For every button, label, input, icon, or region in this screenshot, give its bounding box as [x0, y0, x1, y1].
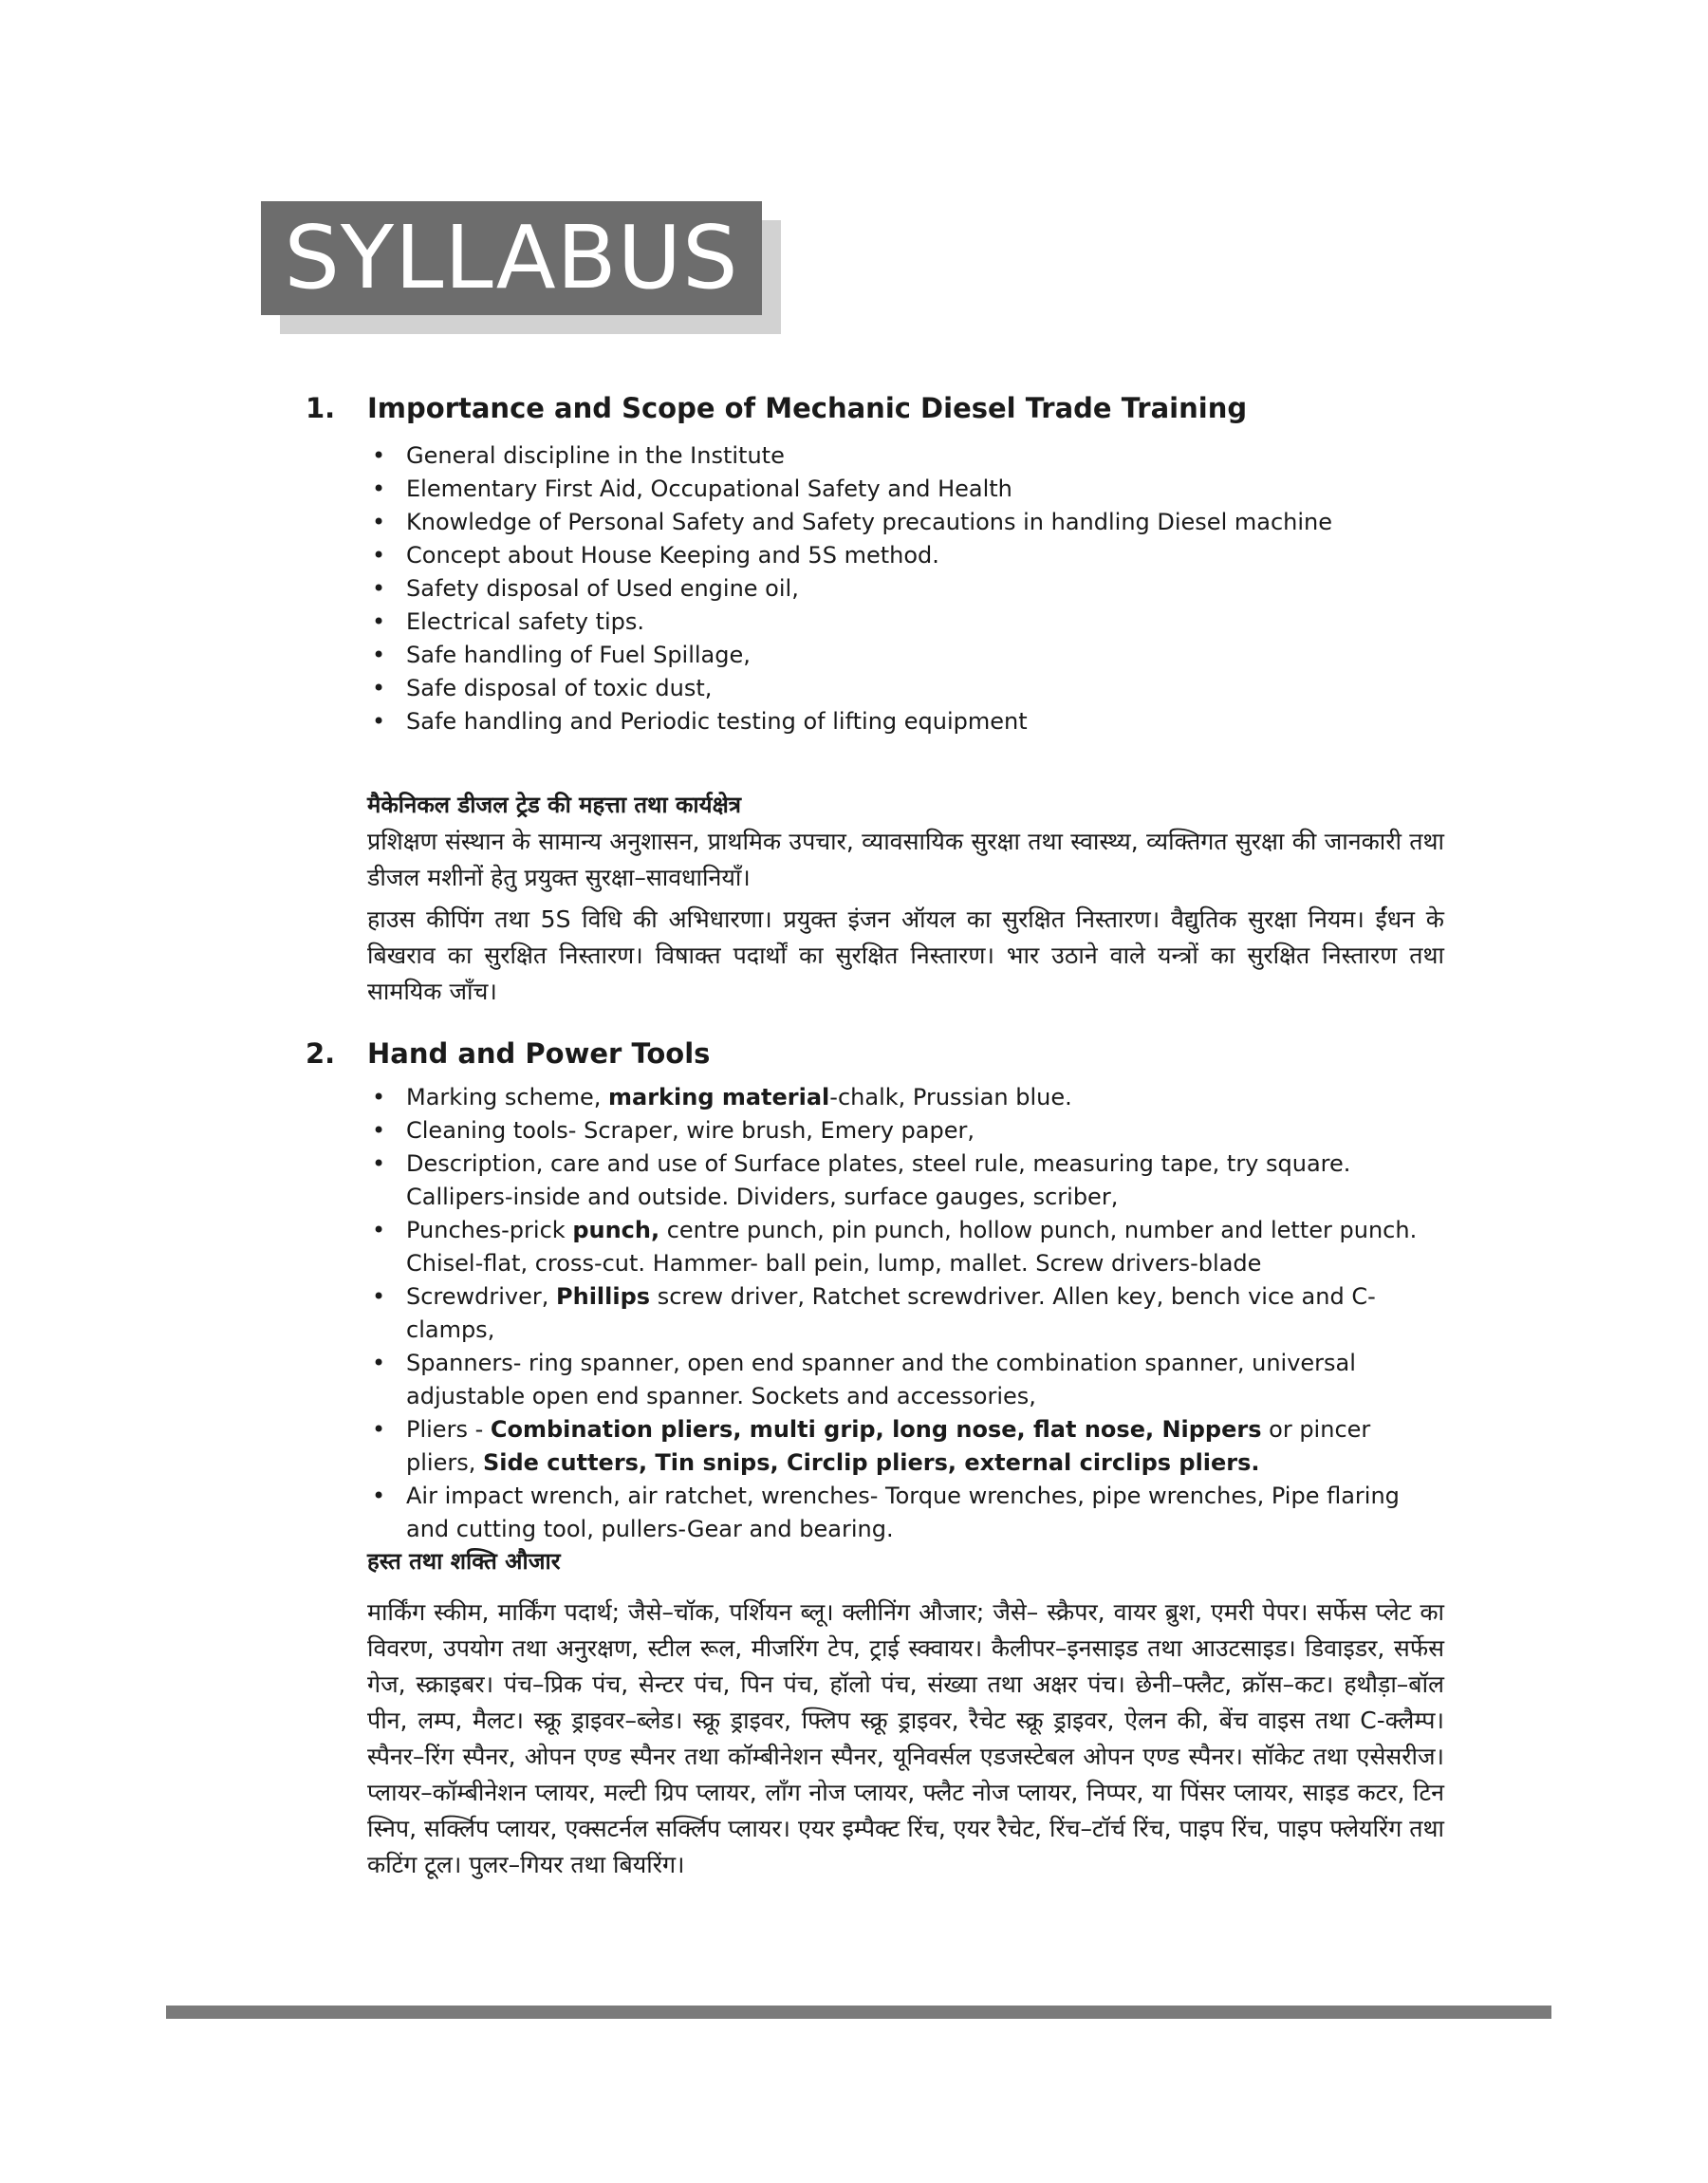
list-item: • General discipline in the Institute: [372, 442, 785, 469]
list-item: • Safe handling and Periodic testing of lifting equipment: [372, 708, 1028, 735]
hindi-heading: मैकेनिकल डीजल ट्रेड की महत्ता तथा कार्यक्षेत्र: [367, 792, 742, 818]
hindi-paragraph: मार्किंग स्कीम, मार्किंग पदार्थ; जैसे–चॉक, पर्शियन ब्लू। क्लीनिंग औजार; जैसे– स्क्रैपर, वायर ब्रुश, एमरी पेपर। सर्फेस प्लेट का विवरण, उपयोग तथा अनुरक्षण, स्टील रूल, मीजरिंग टेप, ट्राई स्क्वायर। कैलीपर–इनसाइड तथा आउटसाइड। डिवाइडर, सर्फेस गेज, स्क्राइबर। पंच–प्रिक पंच, सेन्टर पंच, पिन पंच, हॉलो पंच, संख्या तथा अक्षर पंच। छेनी–फ्लैट, क्रॉस–कट। हथौड़ा–बॉल पीन, लम्प, मैलट। स्क्रू ड्राइवर–ब्लेड। स्क्रू ड्राइवर, फ्लिप स्क्रू ड्राइवर, रैचेट स्क्रू ड्राइवर, ऐलन की, बेंच वाइस तथा C-क्लैम्प। स्पैनर–रिंग स्पैनर, ओपन एण्ड स्पैनर तथा कॉम्बीनेशन स्पैनर, यूनिवर्सल एडजस्टेबल ओपन एण्ड स्पैनर। सॉकेट तथा एसेसरीज। प्लायर–कॉम्बीनेशन प्लायर, मल्टी ग्रिप प्लायर, लॉंग नोज प्लायर, फ्लैट नोज प्लायर, निप्पर, या पिंसर प्लायर, साइड कटर, टिन स्निप, सर्क्लिप प्लायर, एक्सटर्नल सर्क्लिप प्लायर। एयर इम्पैक्ट रिंच, एयर रैचेट, रिंच–टॉर्च रिंच, पाइप रिंच, पाइप फ्लेयरिंग तथा कटिंग टूल। पुलर–गियर तथा बियरिंग।: [367, 1598, 1444, 1878]
list-item: • Description, care and use of Surface plates, steel rule, measuring tape, try square. Callipers-inside and outside. Dividers, surface gauges, scriber,: [372, 1150, 1351, 1210]
section-number: 2.: [306, 1037, 336, 1070]
list-item: • Cleaning tools- Scraper, wire brush, Emery paper,: [372, 1117, 975, 1144]
bullet-list: [372, 1081, 1435, 1546]
list-item: • Safe disposal of toxic dust,: [372, 675, 713, 701]
list-item: • Knowledge of Personal Safety and Safety precautions in handling Diesel machine: [372, 509, 1333, 535]
banner-title: SYLLABUS: [261, 201, 762, 315]
bullet-list: [372, 439, 1435, 738]
hindi-paragraph: हाउस कीपिंग तथा 5S विधि की अभिधारणा। प्रयुक्त इंजन ऑयल का सुरक्षित निस्तारण। वैद्युतिक सुरक्षा नियम। ईंधन के बिखराव का सुरक्षित निस्तारण। विषाक्त पदार्थों का सुरक्षित निस्तारण। भार उठाने वाले यन्त्रों का सुरक्षित निस्तारण तथा सामयिक जाँच।: [367, 905, 1444, 1005]
list-item: • Electrical safety tips.: [372, 608, 645, 635]
list-item: • Spanners- ring spanner, open end spanner and the combination spanner, universal adjustable open end spanner. Sockets and accessories,: [372, 1350, 1356, 1409]
section-title: Hand and Power Tools: [367, 1037, 711, 1070]
list-item: • Safety disposal of Used engine oil,: [372, 575, 799, 602]
syllabus-banner: [261, 201, 781, 334]
list-item: • Safe handling of Fuel Spillage,: [372, 642, 751, 668]
hindi-heading: हस्त तथा शक्ति औजार: [367, 1548, 561, 1575]
list-item: • Marking scheme, marking material-chalk, Prussian blue.: [372, 1084, 1072, 1110]
list-item: • Air impact wrench, air ratchet, wrenches- Torque wrenches, pipe wrenches, Pipe flaring and cutting tool, pullers-Gear and bearing.: [372, 1483, 1400, 1542]
list-item: • Punches-prick punch, centre punch, pin punch, hollow punch, number and letter punch. Chisel-flat, cross-cut. Hammer- ball pein, lump, mallet. Screw drivers-blade: [372, 1217, 1418, 1277]
list-item: • Screwdriver, Phillips screw driver, Ratchet screwdriver. Allen key, bench vice and C-clamps,: [372, 1283, 1376, 1343]
hindi-paragraph: प्रशिक्षण संस्थान के सामान्य अनुशासन, प्राथमिक उपचार, व्यावसायिक सुरक्षा तथा स्वास्थ्य, व्यक्तिगत सुरक्षा की जानकारी तथा डीजल मशीनों हेतु प्रयुक्त सुरक्षा–सावधानियाँ।: [367, 828, 1444, 891]
section-number: 1.: [306, 392, 336, 424]
list-item: • Elementary First Aid, Occupational Safety and Health: [372, 476, 1012, 502]
list-item: • Pliers - Combination pliers, multi grip, long nose, flat nose, Nippers or pincer pliers, Side cutters, Tin snips, Circlip pliers, external circlips pliers.: [372, 1416, 1371, 1476]
list-item: • Concept about House Keeping and 5S method.: [372, 542, 939, 569]
section-title: Importance and Scope of Mechanic Diesel Trade Training: [367, 392, 1248, 424]
footer-rule: [166, 2006, 1551, 2019]
